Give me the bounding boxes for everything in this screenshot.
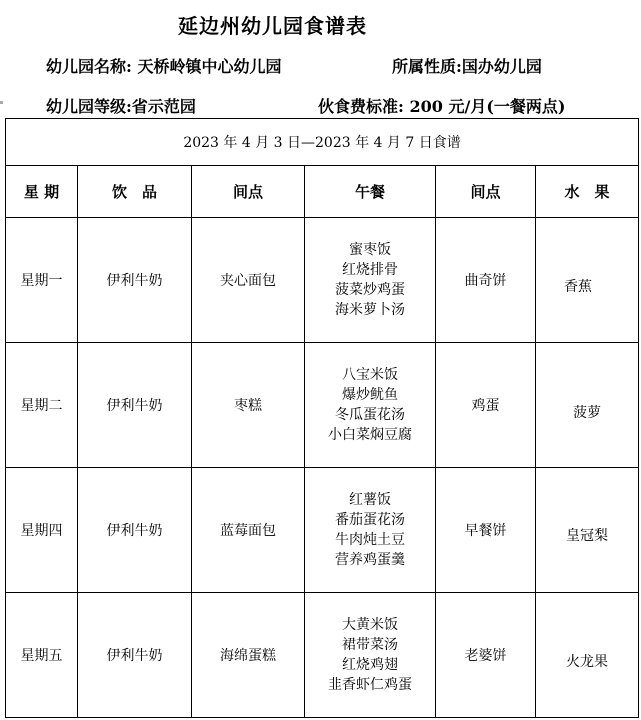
lunch-item: 菠菜炒鸡蛋 xyxy=(335,282,405,298)
menu-table xyxy=(5,118,639,718)
lunch-cell xyxy=(305,343,436,468)
lunch-item: 红烧鸡翅 xyxy=(342,657,398,673)
header-lunch: 午餐 xyxy=(305,166,436,218)
fruit-text: 皇冠梨 xyxy=(566,528,609,544)
fee-value: 200 元/月(一餐两点) xyxy=(409,97,566,116)
meal-fee-line xyxy=(318,94,565,117)
lunch-item: 营养鸡蛋羹 xyxy=(335,552,405,568)
fruit-cell xyxy=(536,593,639,718)
lunch-item: 冬瓜蛋花汤 xyxy=(335,407,405,423)
drink-cell: 伊利牛奶 xyxy=(78,343,192,468)
margin-mark xyxy=(0,101,3,104)
lunch-cell xyxy=(305,218,436,343)
table-row xyxy=(6,218,639,343)
kindergarten-level-line xyxy=(46,94,196,117)
header-snack-afternoon: 间点 xyxy=(436,166,536,218)
fruit-cell xyxy=(536,468,639,593)
lunch-item: 小白菜焖豆腐 xyxy=(328,427,412,443)
header-day: 星 期 xyxy=(6,166,78,218)
table-row xyxy=(6,343,639,468)
snack-afternoon-cell: 鸡蛋 xyxy=(436,343,536,468)
name-value: 天桥岭镇中心幼儿园 xyxy=(137,57,282,76)
lunch-item: 大黄米饭 xyxy=(342,617,398,633)
page-title: 延边州幼儿园食谱表 xyxy=(178,14,367,38)
snack-afternoon-cell: 曲奇饼 xyxy=(436,218,536,343)
snack-morning-cell: 蓝莓面包 xyxy=(192,468,305,593)
lunch-item: 牛肉炖土豆 xyxy=(335,532,405,548)
level-label: 幼儿园等级: xyxy=(46,97,132,116)
kindergarten-nature-line xyxy=(392,54,542,77)
snack-afternoon-cell: 早餐饼 xyxy=(436,468,536,593)
lunch-item: 红薯饭 xyxy=(349,492,391,508)
lunch-item: 韭香虾仁鸡蛋 xyxy=(328,677,412,693)
lunch-item: 爆炒鱿鱼 xyxy=(342,387,398,403)
lunch-item: 裙带菜汤 xyxy=(342,637,398,653)
lunch-item: 八宝米饭 xyxy=(342,367,398,383)
fruit-text: 香蕉 xyxy=(564,279,593,295)
snack-afternoon-cell: 老婆饼 xyxy=(436,593,536,718)
header-fruit: 水 果 xyxy=(536,166,639,218)
day-cell: 星期五 xyxy=(6,593,78,718)
period-cell: 2023 年 4 月 3 日—2023 年 4 月 7 日食谱 xyxy=(6,119,639,166)
fee-label: 伙食费标准: xyxy=(318,97,404,116)
fruit-cell xyxy=(536,218,639,343)
table-row xyxy=(6,593,639,718)
nature-label: 所属性质: xyxy=(392,57,462,76)
lunch-item: 红烧排骨 xyxy=(342,262,398,278)
fruit-text: 火龙果 xyxy=(566,654,609,670)
nature-value: 国办幼儿园 xyxy=(461,57,542,76)
snack-morning-cell: 枣糕 xyxy=(192,343,305,468)
day-cell: 星期一 xyxy=(6,218,78,343)
fruit-cell xyxy=(536,343,639,468)
fruit-text: 菠萝 xyxy=(573,405,602,421)
kindergarten-name-line xyxy=(46,54,282,77)
lunch-item: 蜜枣饭 xyxy=(349,242,391,258)
day-cell: 星期四 xyxy=(6,468,78,593)
lunch-cell xyxy=(305,468,436,593)
day-cell: 星期二 xyxy=(6,343,78,468)
lunch-cell xyxy=(305,593,436,718)
level-value: 省示范园 xyxy=(131,97,196,116)
snack-morning-cell: 海绵蛋糕 xyxy=(192,593,305,718)
snack-morning-cell: 夹心面包 xyxy=(192,218,305,343)
drink-cell: 伊利牛奶 xyxy=(78,218,192,343)
name-label: 幼儿园名称: xyxy=(46,57,132,76)
header-row xyxy=(6,166,639,218)
drink-cell: 伊利牛奶 xyxy=(78,593,192,718)
lunch-item: 番茄蛋花汤 xyxy=(335,512,405,528)
period-row xyxy=(6,119,639,166)
drink-cell: 伊利牛奶 xyxy=(78,468,192,593)
header-drink: 饮 品 xyxy=(78,166,192,218)
table-row xyxy=(6,468,639,593)
header-snack-morning: 间点 xyxy=(192,166,305,218)
lunch-item: 海米萝卜汤 xyxy=(335,302,405,318)
